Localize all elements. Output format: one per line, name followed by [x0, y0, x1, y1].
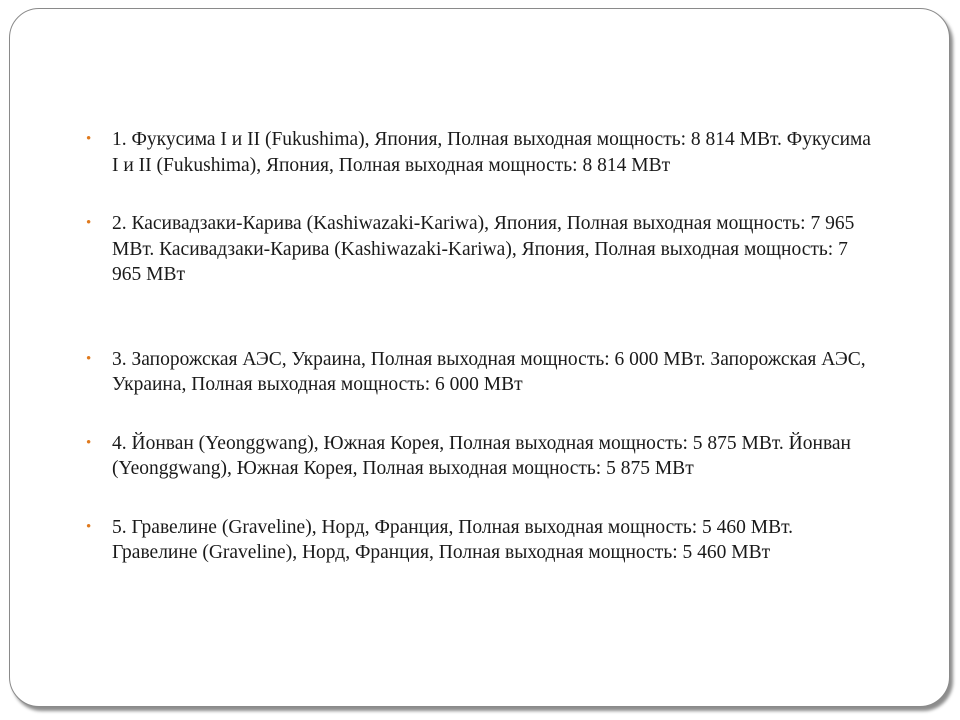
list-item [86, 347, 876, 398]
list-item-text: 1. Фукусима I и II (Fukushima), Япония, Полная выходная мощность: 8 814 МВт. Фукусима I и II (Fukushima), Япония, Полная выходная мощность: 8 814 МВт [112, 129, 871, 176]
bullet-dot-icon: • [86, 131, 92, 147]
list-item-text: 3. Запорожская АЭС, Украина, Полная выходная мощность: 6 000 МВт. Запорожская АЭС, Украина, Полная выходная мощность: 6 000 МВт [112, 348, 866, 395]
bullet-list [86, 127, 876, 566]
bullet-dot-icon: • [86, 434, 92, 451]
list-item [86, 515, 876, 566]
list-item-text: 2. Касивадзаки-Карива (Kashiwazaki-Kariwa), Япония, Полная выходная мощность: 7 965 МВт. Касивадзаки-Карива (Kashiwazaki-Kariwa), Япония, Полная выходная мощность: 7 965 МВт [112, 213, 855, 285]
bullet-dot-icon: • [86, 518, 92, 535]
list-item [86, 127, 876, 178]
list-item-text: 4. Йонван (Yeonggwang), Южная Корея, Полная выходная мощность: 5 875 МВт. Йонван (Yeonggwang), Южная Корея, Полная выходная мощность: 5 875 МВт [112, 432, 851, 479]
bullet-dot-icon: • [86, 215, 92, 231]
list-item [86, 431, 876, 482]
list-item-text: 5. Гравелине (Graveline), Норд, Франция, Полная выходная мощность: 5 460 МВт. Гравелине (Graveline), Норд, Франция, Полная выходная мощность: 5 460 МВт [112, 516, 794, 563]
bullet-dot-icon: • [86, 350, 92, 367]
list-item [86, 211, 876, 288]
